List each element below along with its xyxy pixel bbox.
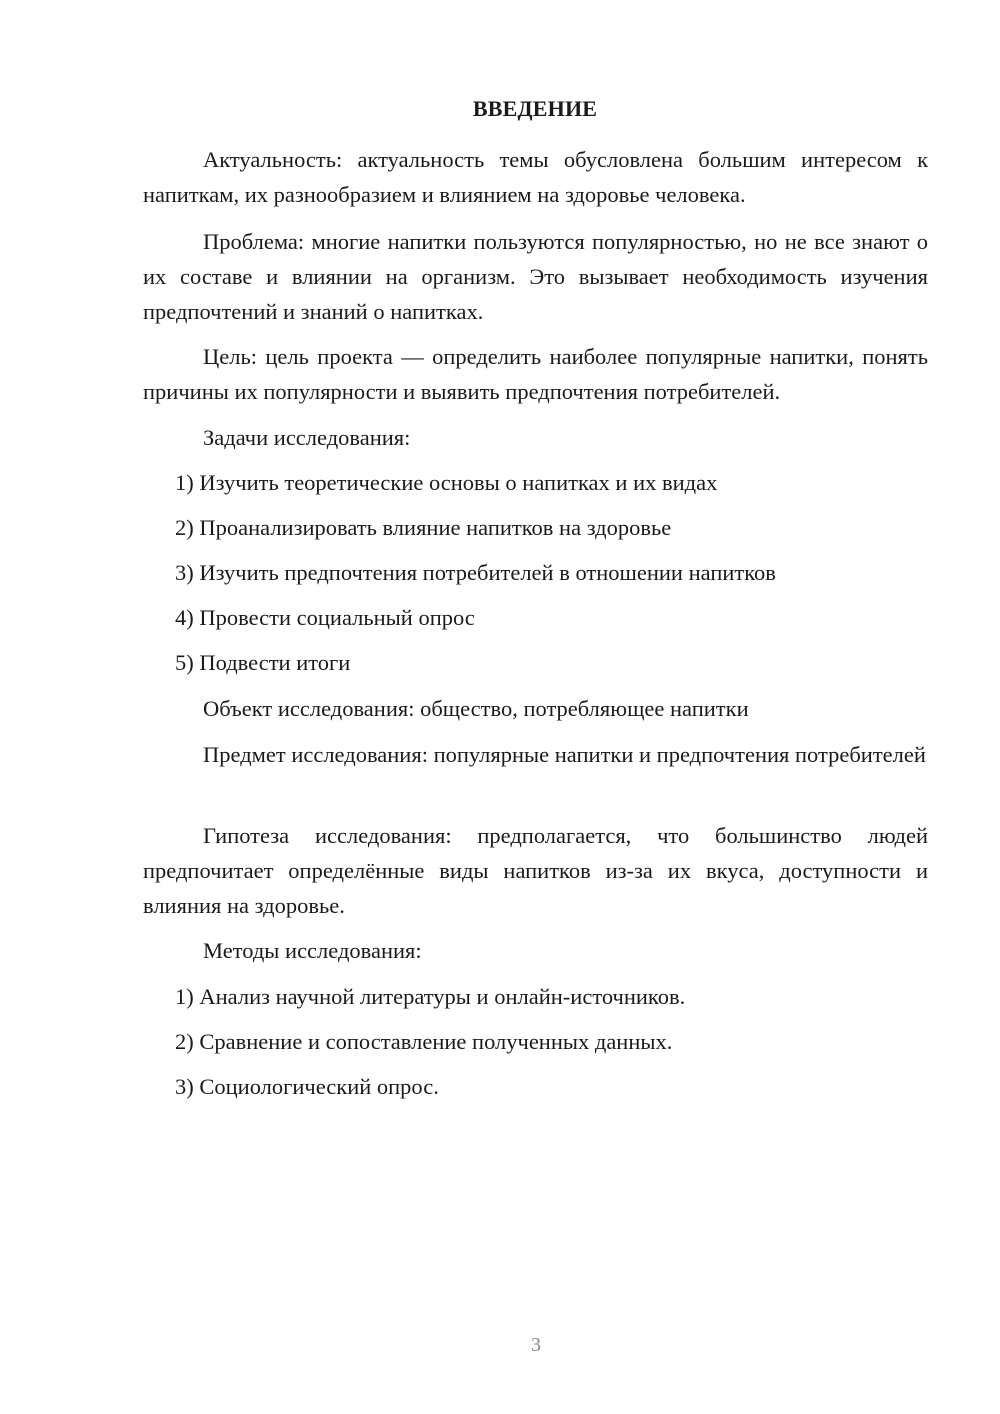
hypothesis-block (143, 818, 928, 923)
section-heading: ВВЕДЕНИЕ (472, 96, 598, 121)
tasks-item-block (143, 465, 928, 500)
intro-block (143, 142, 928, 212)
task-item: 2) Проанализировать влияние напитков на здоровье (175, 515, 672, 540)
tasks-item-block (143, 645, 928, 680)
tasks-title: Задачи исследования: (203, 425, 411, 450)
task-item: 1) Изучить теоретические основы о напитках и их видах (175, 470, 718, 495)
page-number: 3 (531, 1334, 541, 1356)
method-item: 2) Сравнение и сопоставление полученных данных. (175, 1029, 673, 1054)
methods-item-block (143, 1069, 928, 1104)
tasks-item-block (143, 555, 928, 590)
task-item: 4) Провести социальный опрос (175, 605, 475, 630)
methods-item-block (143, 979, 928, 1014)
problem-paragraph: Проблема: многие напитки пользуются популярностью, но не все знают о их составе и влиянии на организм. Это вызывает необходимость изучения предпочтений и знаний о напитках. (143, 229, 928, 324)
object-block (143, 691, 928, 726)
goal-paragraph: Цель: цель проекта — определить наиболее популярные напитки, понять причины их популярности и выявить предпочтения потребителей. (143, 344, 928, 404)
problem-block (143, 224, 928, 329)
subject-paragraph: Предмет исследования: популярные напитки и предпочтения потребителей (203, 742, 926, 767)
tasks-item-block (143, 510, 928, 545)
method-item: 3) Социологический опрос. (175, 1074, 439, 1099)
subject-block (143, 737, 928, 772)
tasks-title-block (143, 420, 928, 455)
tasks-item-block (143, 600, 928, 635)
methods-item-block (143, 1024, 928, 1059)
task-item: 5) Подвести итоги (175, 650, 351, 675)
hypothesis-paragraph: Гипотеза исследования: предполагается, что большинство людей предпочитает определённые виды напитков из-за их вкуса, доступности и влияния на здоровье. (143, 823, 928, 918)
method-item: 1) Анализ научной литературы и онлайн-источников. (175, 984, 686, 1009)
relevance-paragraph: Актуальность: актуальность темы обусловлена большим интересом к напиткам, их разнообразием и влиянием на здоровье человека. (143, 147, 928, 207)
goal-block (143, 339, 928, 409)
methods-title-block (143, 933, 928, 968)
object-line: Объект исследования: общество, потребляющее напитки (203, 696, 749, 721)
methods-title: Методы исследования: (203, 938, 422, 963)
task-item: 3) Изучить предпочтения потребителей в отношении напитков (175, 560, 776, 585)
